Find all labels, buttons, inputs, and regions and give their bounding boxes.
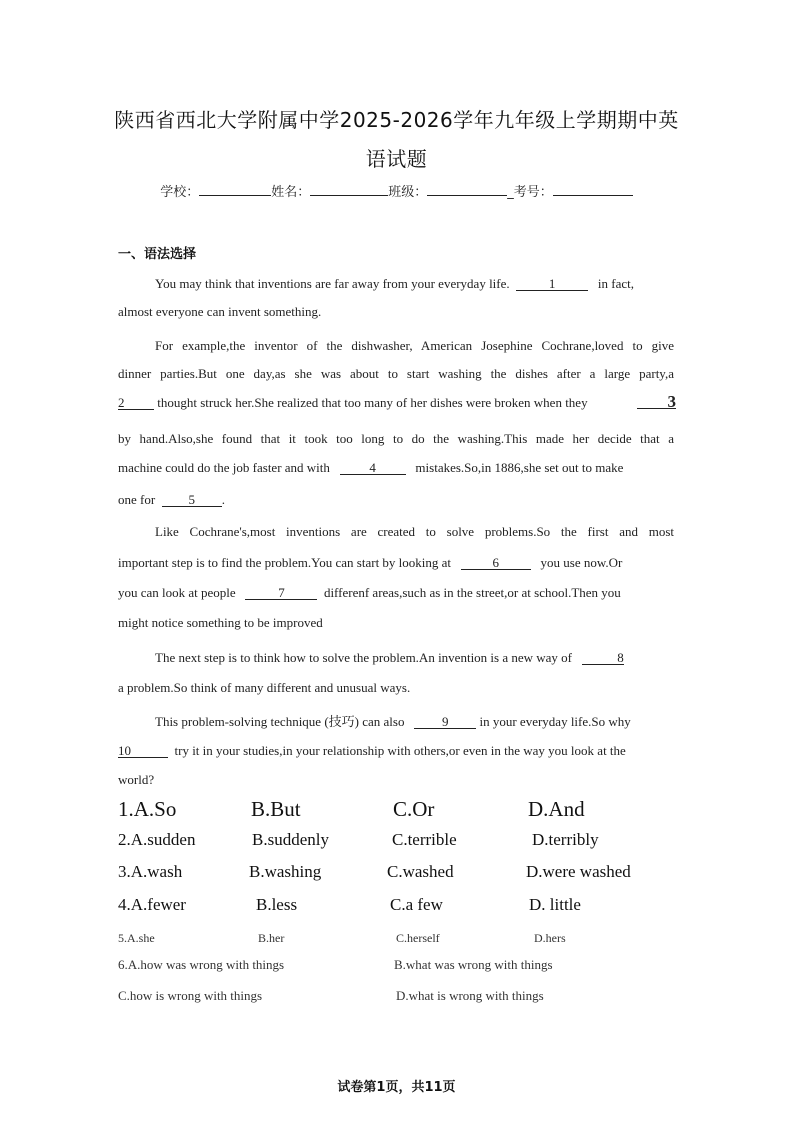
school-label: 学校：	[160, 185, 200, 200]
exam-number-label: _考号：	[507, 185, 553, 200]
option-q5-d[interactable]: D.hers	[534, 931, 566, 945]
blank-5: 5	[162, 493, 222, 507]
option-q6-d[interactable]: D.what is wrong with things	[396, 988, 544, 1003]
passage-text: in fact,	[597, 276, 634, 291]
passage-line: by hand.Also,she found that it took too long to do the washing.This made her decide that a	[118, 431, 674, 446]
blank-8: 8	[582, 651, 624, 665]
blank-7: 7	[245, 586, 317, 600]
class-blank	[427, 181, 507, 196]
passage-line: world?	[118, 772, 155, 787]
option-q1-d[interactable]: D.And	[528, 797, 585, 821]
option-q4-c[interactable]: C.a few	[390, 895, 443, 914]
option-q2-d[interactable]: D.terribly	[532, 830, 599, 849]
option-q1-c[interactable]: C.Or	[393, 797, 435, 821]
option-q2-a[interactable]: 2.A.sudden	[118, 830, 196, 849]
passage-line	[118, 395, 588, 411]
blank-9: 9	[414, 715, 476, 729]
passage-line	[118, 460, 623, 476]
option-q3-b[interactable]: B.washing	[249, 862, 322, 881]
passage-text: you can look at people	[118, 585, 236, 600]
passage-line: a problem.So think of many different and unusual ways.	[118, 680, 411, 695]
blank-10: 10	[118, 744, 168, 758]
name-blank	[310, 181, 388, 196]
passage-text: This problem-solving technique (技巧) can also	[155, 714, 405, 729]
option-q5-a[interactable]: 5.A.she	[118, 931, 155, 945]
passage-text: machine could do the job faster and with	[118, 460, 330, 475]
passage-line	[637, 392, 676, 411]
option-q5-c[interactable]: C.herself	[396, 931, 440, 945]
passage-text: thought struck her.She realized that too many of her dishes were broken when they	[157, 395, 588, 410]
name-label: 姓名：	[271, 185, 311, 200]
option-q1-a[interactable]: 1.A.So	[118, 797, 177, 821]
passage-text: .	[221, 492, 225, 507]
option-q4-b[interactable]: B.less	[256, 895, 298, 914]
exam-title-line-2: 语试题	[365, 147, 428, 171]
option-q6-c[interactable]: C.how is wrong with things	[118, 988, 263, 1003]
passage-text: You may think that inventions are far away from your everyday life.	[155, 276, 510, 291]
passage-text: in your everyday life.So why	[479, 714, 631, 729]
option-q5-b[interactable]: B.her	[258, 931, 285, 945]
student-info-row	[0, 181, 793, 200]
passage-line: might notice something to be improved	[118, 615, 323, 630]
option-q4-a[interactable]: 4.A.fewer	[118, 895, 186, 914]
passage-text: one for	[118, 492, 156, 507]
passage-text: mistakes.So,in 1886,she set out to make	[415, 460, 624, 475]
blank-2: 2	[118, 396, 154, 410]
passage-text: you use now.Or	[540, 555, 623, 570]
blank-1: 1	[516, 277, 588, 291]
passage-text: try it in your studies,in your relationship with others,or even in the way you look at the	[174, 743, 626, 758]
passage-line	[118, 743, 626, 759]
exam-number-blank	[553, 181, 633, 196]
passage-line	[155, 276, 634, 292]
option-q3-a[interactable]: 3.A.wash	[118, 862, 183, 881]
passage-text: differenf areas,such as in the street,or at school.Then you	[323, 585, 621, 600]
school-blank	[199, 181, 271, 196]
option-q6-b[interactable]: B.what was wrong with things	[394, 957, 553, 972]
passage-line: Like Cochrane's,most inventions are created to solve problems.So the first and most	[155, 524, 674, 539]
passage-line: almost everyone can invent something.	[118, 304, 322, 319]
passage-text: important step is to find the problem.You can start by looking at	[118, 555, 452, 570]
option-q1-b[interactable]: B.But	[251, 797, 301, 821]
option-q3-d[interactable]: D.were washed	[526, 862, 631, 881]
blank-4: 4	[340, 461, 406, 475]
exam-title-line-1: 陕西省西北大学附属中学2025-2026学年九年级上学期期中英	[114, 108, 679, 132]
option-q6-a[interactable]: 6.A.how was wrong with things	[118, 957, 285, 972]
class-label: 班级：	[388, 185, 428, 200]
passage-text: The next step is to think how to solve the problem.An invention is a new way of	[155, 650, 573, 665]
passage-line	[118, 555, 622, 571]
blank-6: 6	[461, 556, 531, 570]
option-q2-b[interactable]: B.suddenly	[252, 830, 329, 849]
option-q4-d[interactable]: D. little	[529, 895, 581, 914]
page-footer: 试卷第1页，共11页	[337, 1080, 456, 1095]
passage-line	[118, 492, 225, 508]
option-q2-c[interactable]: C.terrible	[392, 830, 457, 849]
passage-line	[118, 585, 621, 601]
passage-line	[155, 711, 631, 730]
option-q3-c[interactable]: C.washed	[387, 862, 454, 881]
section-title: 一、语法选择	[118, 247, 197, 262]
passage-line	[155, 650, 624, 666]
passage-line: For example,the inventor of the dishwasher, American Josephine Cochrane,loved to give	[155, 338, 674, 353]
passage-line: dinner parties.But one day,as she was about to start washing the dishes after a large party,a	[118, 366, 674, 381]
blank-3: 3	[637, 395, 676, 409]
